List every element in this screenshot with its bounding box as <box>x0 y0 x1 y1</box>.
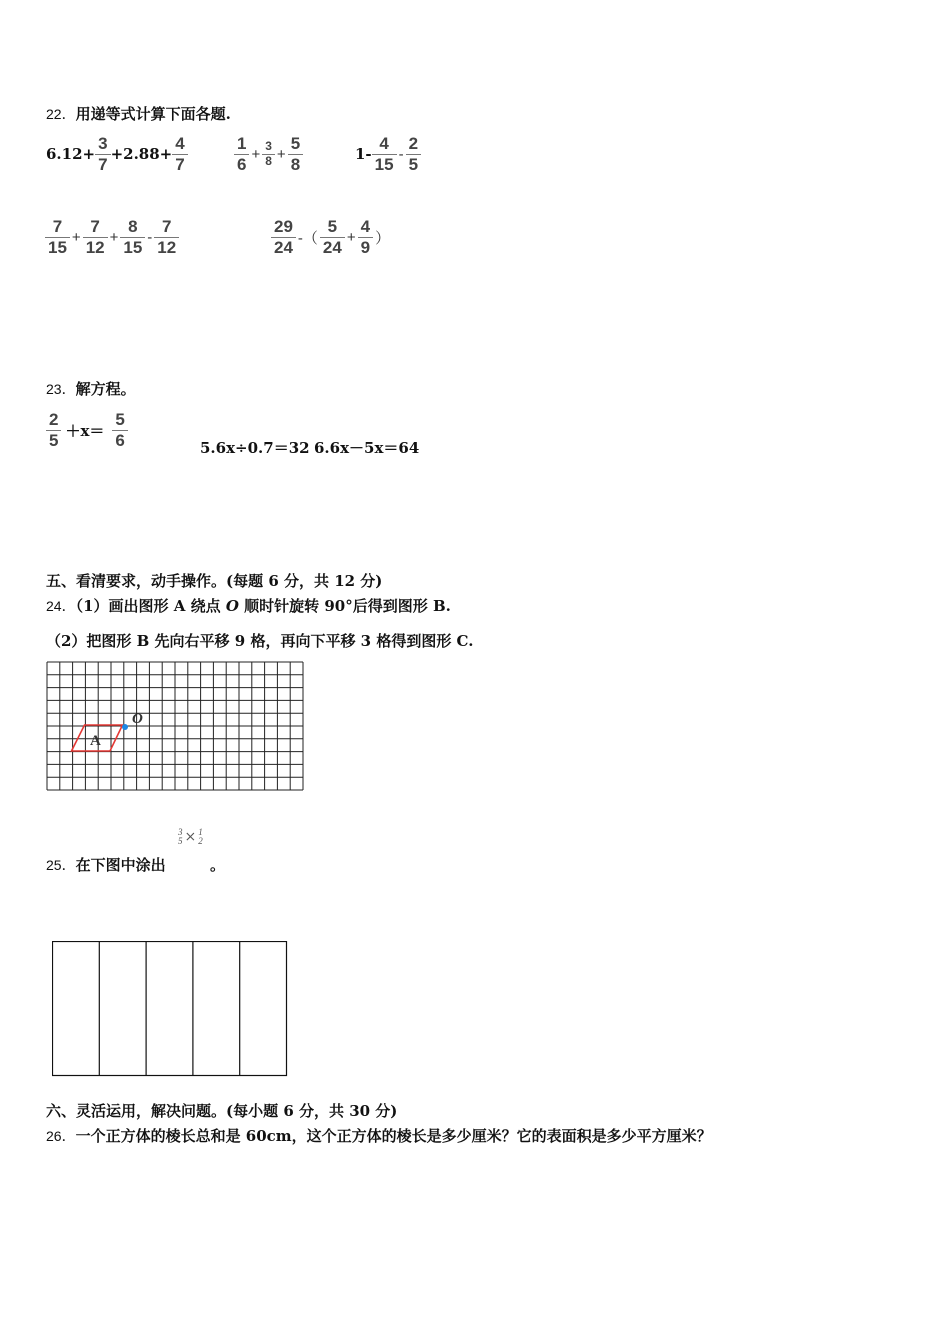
fraction: $\frac{5}{6}$ <box>112 410 127 450</box>
operator: + <box>276 145 286 163</box>
fraction: $\frac{4}{9}$ <box>358 217 373 257</box>
expr-term: +2.88+ <box>110 145 173 164</box>
q23-text: 解方程。 <box>75 380 136 398</box>
expr-term: 6.12+ <box>46 145 96 164</box>
q24-grid <box>46 661 304 791</box>
q26-heading <box>46 1125 712 1146</box>
q24-text-pre: （1）画出图形 A 绕点 <box>75 597 226 615</box>
q25-number: 25． <box>46 857 76 873</box>
fraction: $\frac{7}{12}$ <box>154 217 179 257</box>
rectangle-outline <box>53 942 287 1076</box>
q26-text: 一个正方体的棱长总和是 60cm，这个正方体的棱长是多少厘米？它的表面积是多少平方厘米？ <box>75 1127 712 1145</box>
operator: - <box>398 145 404 163</box>
fraction: $\frac{5}{8}$ <box>288 134 303 174</box>
q22-expr-3 <box>355 134 421 174</box>
operator: -（ <box>297 229 318 247</box>
q25-end: 。 <box>210 856 226 874</box>
equation-middle: ＋x＝ <box>65 421 105 440</box>
fraction: 3 5 <box>178 827 183 847</box>
q24-line-2: （2）把图形 B 先向右平移 9 格，再向下平移 3 格得到图形 C. <box>46 632 474 650</box>
q23-eq-3: 6.6x－5x＝64 <box>314 439 420 457</box>
q25-text: 在下图中涂出 <box>75 856 166 874</box>
fraction: $\frac{4}{7}$ <box>172 134 187 174</box>
q24-text-post: 顺时针旋转 90°后得到图形 B. <box>238 597 451 615</box>
q25-heading <box>46 854 166 875</box>
fraction: $\frac{29}{24}$ <box>271 217 296 257</box>
fraction: $\frac{4}{15}$ <box>372 134 397 174</box>
fraction: $\frac{3}{8}$ <box>262 140 275 169</box>
fraction: $\frac{7}{12}$ <box>83 217 108 257</box>
q26-number: 26． <box>46 1128 76 1144</box>
q22-heading <box>46 103 231 124</box>
q23-eq-1 <box>46 410 128 450</box>
q23-number: 23． <box>46 381 76 397</box>
q22-number: 22． <box>46 106 76 122</box>
q23-eq-2: 5.6x÷0.7＝32 <box>200 439 310 457</box>
q22-expr-5 <box>271 217 392 257</box>
fraction: $\frac{2}{5}$ <box>46 410 61 450</box>
point-o-label: O <box>132 711 143 727</box>
operator: - <box>147 228 153 246</box>
q24-line-1 <box>46 595 451 616</box>
q22-expr-4 <box>45 217 179 257</box>
fraction: $\frac{8}{15}$ <box>120 217 145 257</box>
expr-term: 1- <box>355 145 372 164</box>
operator: + <box>251 145 261 163</box>
operator: + <box>346 228 356 246</box>
q24-point: O <box>225 597 239 615</box>
column-dividers <box>99 942 239 1076</box>
q22-expr-2 <box>234 134 303 174</box>
q24-number: 24． <box>46 598 76 614</box>
operator: + <box>109 228 119 246</box>
fraction: $\frac{3}{7}$ <box>95 134 110 174</box>
q25-rectangle <box>52 941 288 1077</box>
q22-text: 用递等式计算下面各题. <box>75 105 231 123</box>
fraction: 1 2 <box>198 827 203 847</box>
times-sign: × <box>184 829 197 846</box>
q22-expr-1 <box>46 134 188 174</box>
operator: ） <box>375 229 391 247</box>
shape-a-label: A <box>90 733 101 749</box>
q23-heading <box>46 378 136 399</box>
point-o <box>122 724 128 730</box>
section-5-title: 五、看清要求，动手操作。(每题 6 分，共 12 分) <box>46 572 383 590</box>
grid-lines <box>47 662 303 790</box>
fraction: $\frac{7}{15}$ <box>45 217 70 257</box>
fraction: $\frac{1}{6}$ <box>234 134 249 174</box>
fraction: $\frac{5}{24}$ <box>320 217 345 257</box>
section-6-title: 六、灵活运用，解决问题。(每小题 6 分，共 30 分) <box>46 1102 398 1120</box>
fraction: $\frac{2}{5}$ <box>406 134 421 174</box>
q25-expression <box>178 828 203 847</box>
operator: + <box>71 228 81 246</box>
